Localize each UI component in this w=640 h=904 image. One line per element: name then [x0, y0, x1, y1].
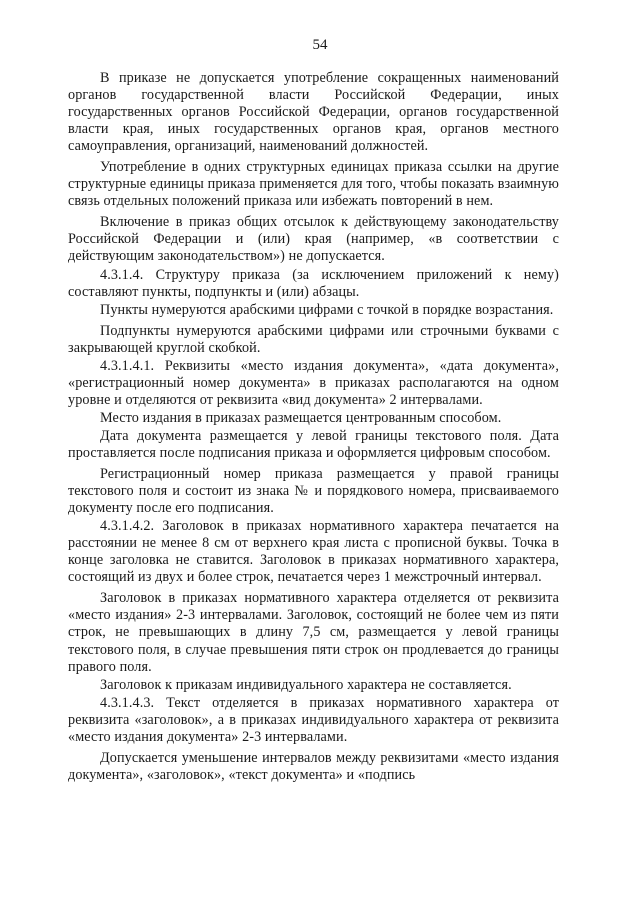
paragraph-registration-number: Регистрационный номер приказа размещается у правой границы текстового поля и состоит из знака № и порядкового номера, присваиваемого документу после его подписания. — [68, 466, 559, 517]
paragraph-heading-individual: Заголовок к приказам индивидуального характера не составляется. — [100, 676, 512, 693]
paragraph-place-of-issue: Место издания в приказах размещается центрованным способом. — [100, 409, 502, 426]
paragraph-subpoints-numbering: Подпункты нумеруются арабскими цифрами или строчными буквами с закрывающей круглой скобкой. — [68, 322, 559, 356]
paragraph-heading-normative: 4.3.1.4.2. Заголовок в приказах нормативного характера печатается на расстоянии не менее 8 см от верхнего края листа с прописной буквы. Точка в конце заголовка не ставится. Заголовок в приказах нормативного характера, состоящий из двух и более строк, печатается через 1 межстрочный интервал. — [68, 518, 559, 586]
paragraph-text-spacing: 4.3.1.4.3. Текст отделяется в приказах нормативного характера от реквизита «заголовок», а в приказах индивидуального характера от реквизита «место издания документа» 2-3 интервалами. — [68, 694, 559, 745]
page-number: 54 — [312, 37, 328, 53]
document-body — [68, 70, 559, 788]
paragraph-structure: 4.3.1.4. Структуру приказа (за исключением приложений к нему) составляют пункты, подпункты и (или) абзацы. — [68, 266, 559, 300]
paragraph-document-date: Дата документа размещается у левой границы текстового поля. Дата проставляется после подписания приказа и оформляется цифровым способом. — [68, 427, 559, 461]
paragraph-abbreviations: В приказе не допускается употребление сокращенных наименований органов государственной власти Российской Федерации, иных государственных органов Российской Федерации, органов государственной власти края, иных государственных органов края, органов местного самоуправления, организаций, наименований должностей. — [68, 70, 559, 155]
paragraph-heading-spacing: Заголовок в приказах нормативного характера отделяется от реквизита «место издания» 2-3 интервалами. Заголовок, состоящий не более чем из пяти строк, не превышающих в длину 7,5 см, размещается у левой границы текстового поля, в случае превышения пяти строк он продлевается до границы правого поля. — [68, 590, 559, 675]
paragraph-interval-reduction: Допускается уменьшение интервалов между реквизитами «место издания документа», «заголовок», «текст документа» и «подпись — [68, 749, 559, 783]
paragraph-cross-references: Употребление в одних структурных единицах приказа ссылки на другие структурные единицы приказа применяется для того, чтобы показать взаимную связь отдельных положений приказа или избежать повторений в нем. — [68, 159, 559, 210]
paragraph-general-references: Включение в приказ общих отсылок к действующему законодательству Российской Федерации и (или) края (например, «в соответствии с действующим законодательством») не допускается. — [68, 214, 559, 265]
paragraph-requisites-placement: 4.3.1.4.1. Реквизиты «место издания документа», «дата документа», «регистрационный номер документа» в приказах располагаются на одном уровне и отделяются от реквизита «вид документа» 2 интервалами. — [68, 357, 559, 408]
paragraph-points-numbering: Пункты нумеруются арабскими цифрами с точкой в порядке возрастания. — [100, 301, 554, 318]
